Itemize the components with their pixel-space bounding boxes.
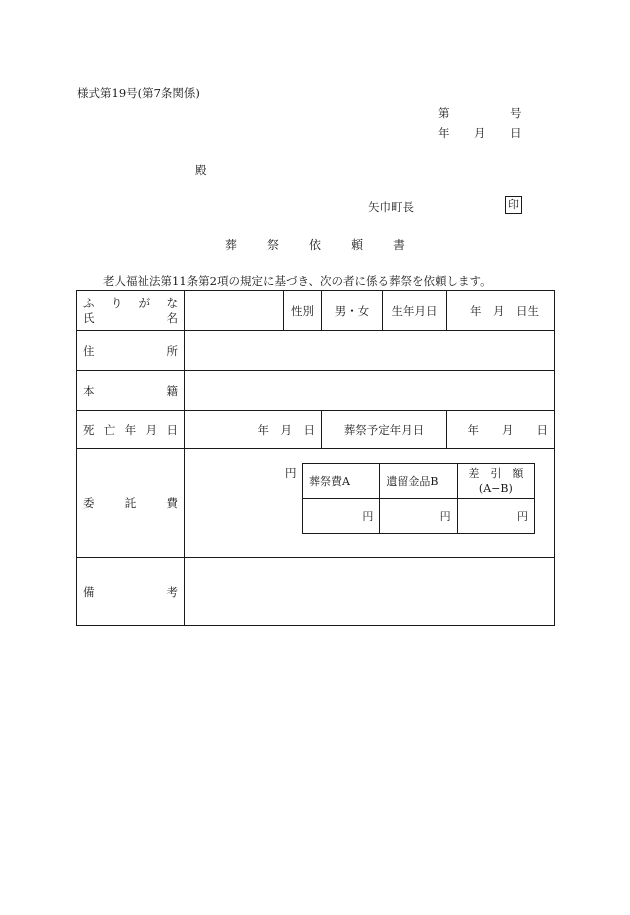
funeral-date-field[interactable]: 年 月 日 bbox=[447, 411, 555, 449]
name-label: 氏 名 bbox=[83, 310, 178, 325]
date-day-label: 日 bbox=[510, 126, 522, 140]
address-label: 住 所 bbox=[83, 343, 178, 358]
domicile-label-cell bbox=[77, 371, 185, 411]
fee-b-label: 遺留金品B bbox=[380, 464, 457, 499]
commission-label: 委 託 費 bbox=[83, 496, 178, 510]
fee-breakdown-table bbox=[302, 463, 535, 534]
document-number-prefix: 第 bbox=[438, 106, 450, 120]
sex-label: 性別 bbox=[284, 291, 322, 331]
remarks-label-cell bbox=[77, 558, 185, 626]
death-date-field[interactable]: 年 月 日 bbox=[185, 411, 322, 449]
title-char: 祭 bbox=[266, 238, 279, 252]
document-title bbox=[225, 236, 405, 253]
difference-label: 差 引 額 (A−B) bbox=[457, 464, 534, 499]
document-number-suffix: 号 bbox=[510, 106, 522, 120]
commission-label-cell bbox=[77, 449, 185, 558]
address-label-cell bbox=[77, 331, 185, 371]
remarks-label: 備 考 bbox=[83, 584, 178, 599]
birth-date-label: 生年月日 bbox=[383, 291, 447, 331]
fee-a-amount[interactable]: 円 bbox=[303, 499, 380, 534]
difference-amount[interactable]: 円 bbox=[457, 499, 534, 534]
title-char: 依 bbox=[308, 238, 321, 252]
date-month-label: 月 bbox=[474, 126, 486, 140]
request-form-table bbox=[76, 290, 555, 626]
date-year-label: 年 bbox=[438, 126, 450, 140]
remarks-field[interactable] bbox=[185, 558, 555, 626]
funeral-date-label: 葬祭予定年月日 bbox=[322, 411, 447, 449]
birth-date-field[interactable]: 年 月 日生 bbox=[447, 291, 555, 331]
name-label-cell bbox=[77, 291, 185, 331]
death-date-label-cell bbox=[77, 411, 185, 449]
title-char: 頼 bbox=[350, 238, 363, 252]
name-field[interactable] bbox=[185, 291, 284, 331]
seal-mark: 印 bbox=[505, 196, 522, 214]
intro-text: 老人福祉法第11条第2項の規定に基づき、次の者に係る葬祭を依頼します。 bbox=[103, 274, 492, 288]
form-number: 様式第19号(第7条関係) bbox=[77, 86, 200, 100]
address-field[interactable] bbox=[185, 331, 555, 371]
addressee-suffix: 殿 bbox=[195, 163, 207, 177]
domicile-field[interactable] bbox=[185, 371, 555, 411]
sex-field[interactable]: 男・女 bbox=[322, 291, 383, 331]
commission-field bbox=[185, 449, 555, 558]
title-char: 葬 bbox=[225, 238, 238, 252]
mayor-name: 矢巾町長 bbox=[368, 200, 414, 214]
fee-a-label: 葬祭費A bbox=[303, 464, 380, 499]
title-char: 書 bbox=[392, 238, 405, 252]
fee-b-amount[interactable]: 円 bbox=[380, 499, 457, 534]
commission-yen: 円 bbox=[285, 466, 297, 480]
domicile-label: 本 籍 bbox=[83, 383, 178, 398]
death-date-label: 死 亡 年 月 日 bbox=[83, 422, 178, 437]
furigana-label: ふ り が な bbox=[83, 295, 178, 310]
